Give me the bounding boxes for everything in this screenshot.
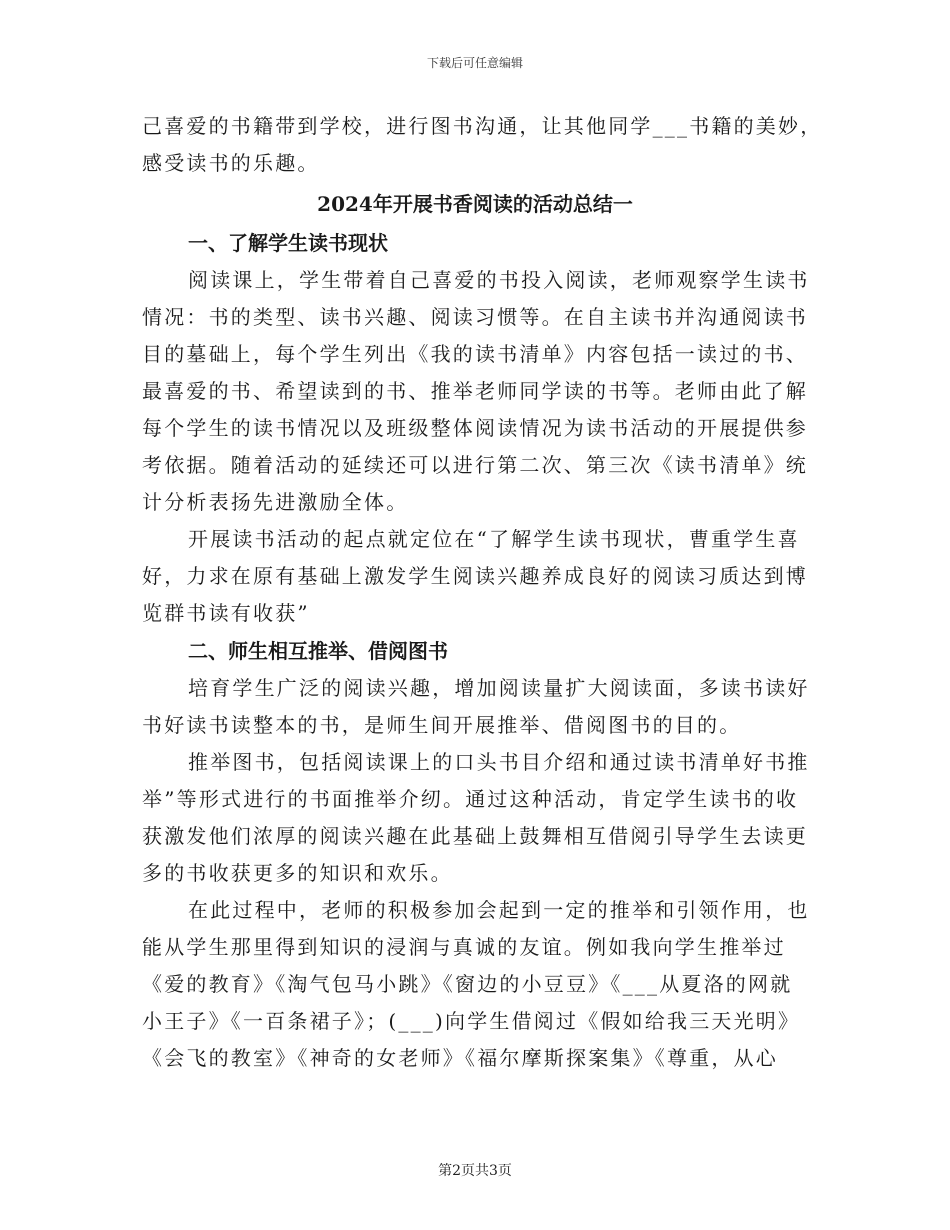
intro-line-2: 感受读书的乐趣。	[142, 151, 320, 175]
page-footer: 第2页共3页	[438, 1163, 512, 1179]
paragraph-1-2	[142, 521, 808, 632]
text-line: 阅读课上，学生带着自己喜爱的书投入阅读，老师观察学生读书	[188, 268, 810, 292]
intro-line-1: 己喜爱的书籍带到学校，进行图书沟通，让其他同学___书籍的美妙，	[142, 114, 823, 138]
text-line: 多的书收获更多的知识和欢乐。	[142, 861, 453, 885]
paragraph-2-3	[142, 892, 808, 1077]
section-heading-1: 一、了解学生读书现状	[188, 231, 388, 255]
text-line: 《爱的教育》《淘气包马小跳》《窗边的小豆豆》《___从夏洛的网就	[142, 972, 793, 996]
text-line: 推举图书，包括阅读课上的口头书目介绍和通过读书清单好书推	[188, 750, 810, 774]
paragraph-2-2	[142, 744, 808, 892]
text-line: 小王子》《一百条裙子》；(___)向学生借阅过《假如给我三天光明》	[142, 1009, 801, 1033]
paragraph-2-1	[142, 670, 808, 744]
text-line: 获激发他们浓厚的阅读兴趣在此基础上鼓舞相互借阅引导学生去读更	[142, 824, 808, 848]
text-line: 最喜爱的书、希望读到的书、推举老师同学读的书等。老师由此了解	[142, 379, 808, 403]
text-line: 计分析表扬先进激励全体。	[142, 490, 409, 514]
text-line: 览群书读有收获”	[142, 601, 310, 625]
text-line: 每个学生的读书情况以及班级整体阅读情况为读书活动的开展提供参	[142, 416, 808, 440]
document-body	[142, 108, 823, 1077]
text-line: 培育学生广泛的阅读兴趣，增加阅读量扩大阅读面，多读书读好	[188, 676, 810, 700]
text-line: 书好读书读整本的书，是师生间开展推举、借阅图书的目的。	[142, 713, 742, 737]
paragraph-1-1	[142, 262, 808, 521]
page-header: 下载后可任意编辑	[426, 56, 523, 70]
document-title: 2024年开展书香阅读的活动总结一	[317, 192, 633, 216]
text-line: 开展读书活动的起点就定位在“了解学生读书现状，曹重学生喜	[188, 527, 800, 551]
text-line: 举”等形式进行的书面推举介纫。通过这种活动，肯定学生读书的收	[142, 787, 799, 811]
text-line: 能从学生那里得到知识的浸润与真诚的友谊。例如我向学生推举过	[142, 935, 786, 959]
text-line: 考依据。随着活动的延续还可以进行第二次、第三次《读书清单》统	[142, 453, 808, 477]
text-line: 在此过程中，老师的积极参加会起到一定的推举和引领作用，也	[188, 898, 810, 922]
text-line: 情况：书的类型、读书兴趣、阅读习惯等。在自主读书并沟通阅读书	[142, 305, 808, 329]
text-line: 《会飞的教室》《神奇的女老师》《福尔摩斯探案集》《尊重，从心	[142, 1046, 778, 1070]
section-heading-2: 二、师生相互推举、借阅图书	[188, 639, 448, 663]
text-line: 目的墓础上，每个学生列出《我的读书清单》内容包括一读过的书、	[142, 342, 808, 366]
text-line: 好，力求在原有基础上激发学生阅读兴趣养成良好的阅读习质达到博	[142, 564, 808, 588]
